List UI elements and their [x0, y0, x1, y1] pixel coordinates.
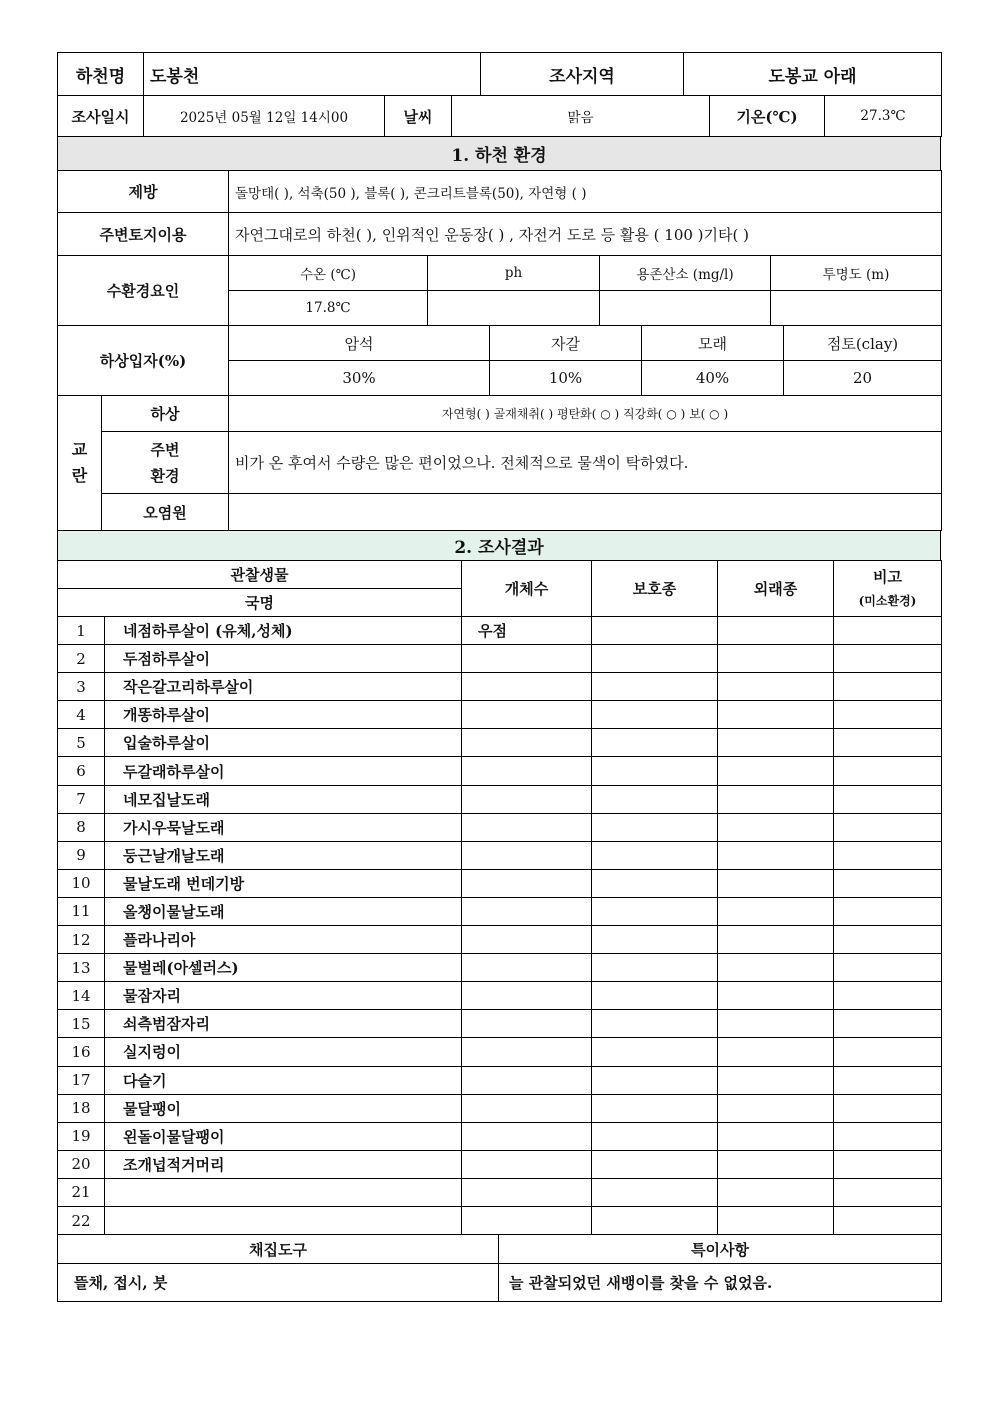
foreign-cell [718, 673, 834, 701]
species-name: 둥근날개날도래 [105, 841, 462, 869]
note-cell [834, 757, 942, 785]
note-cell [834, 1206, 942, 1234]
survey-date-value: 2025년 05월 12일 14시00 [144, 96, 385, 137]
table-row [58, 954, 942, 982]
protected-cell [592, 897, 718, 925]
note-cell [834, 897, 942, 925]
species-name: 물날도래 번데기방 [105, 869, 462, 897]
tools-label: 채집도구 [58, 1235, 499, 1264]
foreign-cell [718, 982, 834, 1010]
embankment-value: 돌망태( ), 석축(50 ), 블록( ), 콘크리트블록(50), 자연형 ( ) [229, 171, 942, 213]
note-header-sub: (미소환경) [858, 593, 917, 608]
note-cell [834, 869, 942, 897]
note-cell [834, 729, 942, 757]
riverbed-label: 하상 [102, 396, 229, 432]
species-count [462, 757, 592, 785]
table-row [58, 617, 942, 645]
table-row [58, 897, 942, 925]
organism-header: 관찰생물 [58, 561, 462, 589]
foreign-cell [718, 1010, 834, 1038]
table-row [58, 729, 942, 757]
protected-cell [592, 813, 718, 841]
row-number: 21 [58, 1178, 105, 1206]
section2-title-table [57, 530, 941, 561]
species-name: 물잠자리 [105, 982, 462, 1010]
species-count [462, 1066, 592, 1094]
table-row [58, 926, 942, 954]
note-cell [834, 1094, 942, 1122]
species-name [105, 1206, 462, 1234]
row-number: 18 [58, 1094, 105, 1122]
row-number: 1 [58, 617, 105, 645]
temperature-value: 27.3℃ [825, 96, 942, 137]
species-name: 조개넙적거머리 [105, 1150, 462, 1178]
header-table-1 [57, 52, 942, 96]
foreign-cell [718, 954, 834, 982]
foreign-cell [718, 1094, 834, 1122]
note-cell [834, 1010, 942, 1038]
species-name: 다슬기 [105, 1066, 462, 1094]
table-row [58, 869, 942, 897]
foreign-cell [718, 1150, 834, 1178]
protected-cell [592, 757, 718, 785]
table-row [58, 1010, 942, 1038]
note-cell [834, 1178, 942, 1206]
note-cell [834, 1066, 942, 1094]
ph-header: ph [428, 256, 600, 291]
surroundings-value: 비가 온 후여서 수량은 많은 편이었으나. 전체적으로 물색이 탁하였다. [229, 432, 942, 494]
section2-title: 2. 조사결과 [58, 531, 941, 561]
species-count [462, 701, 592, 729]
row-number: 22 [58, 1206, 105, 1234]
foreign-cell [718, 701, 834, 729]
species-name: 개똥하루살이 [105, 701, 462, 729]
protected-cell [592, 1094, 718, 1122]
row-number: 13 [58, 954, 105, 982]
ph-value [428, 291, 600, 326]
protected-cell [592, 785, 718, 813]
protected-cell [592, 1206, 718, 1234]
protected-header: 보호종 [592, 561, 718, 617]
note-header [834, 561, 942, 617]
note-cell [834, 954, 942, 982]
species-name: 작은갈고리하루살이 [105, 673, 462, 701]
landuse-value: 자연그대로의 하천( ), 인위적인 운동장( ) , 자전거 도로 등 활용 ( 100 )기타( ) [229, 213, 942, 256]
foreign-cell [718, 1066, 834, 1094]
row-number: 11 [58, 897, 105, 925]
clay-value: 20 [784, 361, 942, 396]
species-name: 왼돌이물달팽이 [105, 1122, 462, 1150]
embankment-label: 제방 [58, 171, 229, 213]
landuse-label: 주변토지이용 [58, 213, 229, 256]
row-number: 15 [58, 1010, 105, 1038]
row-number: 7 [58, 785, 105, 813]
riverbed-value: 자연형( ) 골재채취( ) 평탄화( ○ ) 직강화( ○ ) 보( ○ ) [229, 396, 942, 432]
species-count [462, 841, 592, 869]
note-cell [834, 841, 942, 869]
species-count [462, 1178, 592, 1206]
protected-cell [592, 673, 718, 701]
species-count [462, 954, 592, 982]
weather-value: 맑음 [452, 96, 710, 137]
note-cell [834, 785, 942, 813]
foreign-header: 외래종 [718, 561, 834, 617]
species-count [462, 673, 592, 701]
row-number: 3 [58, 673, 105, 701]
note-header-title: 비고 [873, 567, 902, 586]
foreign-cell [718, 869, 834, 897]
protected-cell [592, 617, 718, 645]
table-row [58, 673, 942, 701]
species-count [462, 1094, 592, 1122]
foreign-cell [718, 1122, 834, 1150]
species-name: 두점하루살이 [105, 645, 462, 673]
row-number: 14 [58, 982, 105, 1010]
dissolved-oxygen-value [600, 291, 771, 326]
remarks-label: 특이사항 [499, 1235, 942, 1264]
survey-sheet [57, 52, 941, 1302]
foreign-cell [718, 729, 834, 757]
pollution-source-value [229, 494, 942, 531]
temperature-label: 기온(℃) [710, 96, 825, 137]
foreign-cell [718, 926, 834, 954]
foreign-cell [718, 645, 834, 673]
korean-name-header: 국명 [58, 589, 462, 617]
disturbance-table [57, 395, 942, 531]
row-number: 8 [58, 813, 105, 841]
foreign-cell [718, 897, 834, 925]
species-count [462, 982, 592, 1010]
survey-area-label: 조사지역 [481, 53, 684, 96]
species-count [462, 1122, 592, 1150]
species-count: 우점 [462, 617, 592, 645]
species-count [462, 869, 592, 897]
surroundings-label-line1: 주변 [150, 440, 180, 459]
table-row [58, 757, 942, 785]
table-row [58, 701, 942, 729]
protected-cell [592, 701, 718, 729]
species-name: 두갈래하루살이 [105, 757, 462, 785]
species-name: 올챙이물날도래 [105, 897, 462, 925]
table-row [58, 785, 942, 813]
species-name: 실지렁이 [105, 1038, 462, 1066]
protected-cell [592, 926, 718, 954]
gravel-value: 10% [490, 361, 642, 396]
foreign-cell [718, 1206, 834, 1234]
table-row [58, 982, 942, 1010]
river-name-value: 도봉천 [144, 53, 481, 96]
row-number: 16 [58, 1038, 105, 1066]
water-temp-value: 17.8℃ [229, 291, 428, 326]
table-row [58, 1094, 942, 1122]
protected-cell [592, 954, 718, 982]
species-name: 물벌레(아셀러스) [105, 954, 462, 982]
sand-header: 모래 [642, 326, 784, 361]
section1-title: 1. 하천 환경 [58, 137, 941, 171]
table-row [58, 841, 942, 869]
row-number: 20 [58, 1150, 105, 1178]
protected-cell [592, 869, 718, 897]
species-count [462, 645, 592, 673]
embankment-table [57, 170, 942, 256]
table-row [58, 1038, 942, 1066]
species-count [462, 1206, 592, 1234]
dissolved-oxygen-header: 용존산소 (mg/l) [600, 256, 771, 291]
species-count [462, 1010, 592, 1038]
protected-cell [592, 1150, 718, 1178]
protected-cell [592, 1178, 718, 1206]
survey-date-label: 조사일시 [58, 96, 144, 137]
table-row [58, 1122, 942, 1150]
surroundings-label [102, 432, 229, 494]
row-number: 6 [58, 757, 105, 785]
tools-value: 뜰채, 접시, 붓 [58, 1264, 499, 1302]
table-row [58, 813, 942, 841]
species-name: 네점하루살이 (유체,성체) [105, 617, 462, 645]
surroundings-label-line2: 환경 [150, 466, 180, 485]
water-env-table [57, 255, 942, 326]
transparency-value [771, 291, 942, 326]
row-number: 17 [58, 1066, 105, 1094]
row-number: 10 [58, 869, 105, 897]
protected-cell [592, 1010, 718, 1038]
note-cell [834, 1122, 942, 1150]
species-count [462, 926, 592, 954]
row-number: 2 [58, 645, 105, 673]
foreign-cell [718, 757, 834, 785]
species-name: 가시우묵날도래 [105, 813, 462, 841]
foreign-cell [718, 813, 834, 841]
note-cell [834, 1038, 942, 1066]
species-count [462, 813, 592, 841]
gravel-header: 자갈 [490, 326, 642, 361]
row-number: 4 [58, 701, 105, 729]
rock-value: 30% [229, 361, 490, 396]
table-row [58, 1206, 942, 1234]
note-cell [834, 673, 942, 701]
note-cell [834, 617, 942, 645]
foreign-cell [718, 1178, 834, 1206]
section1-title-table [57, 136, 941, 171]
clay-header: 점토(clay) [784, 326, 942, 361]
remarks-value: 늘 관찰되었던 새뱅이를 찾을 수 없었음. [499, 1264, 942, 1302]
table-row [58, 645, 942, 673]
protected-cell [592, 1066, 718, 1094]
foreign-cell [718, 841, 834, 869]
protected-cell [592, 1038, 718, 1066]
note-cell [834, 813, 942, 841]
header-table-2 [57, 95, 942, 137]
protected-cell [592, 729, 718, 757]
foreign-cell [718, 617, 834, 645]
table-row [58, 1066, 942, 1094]
species-name: 네모집날도래 [105, 785, 462, 813]
foreign-cell [718, 1038, 834, 1066]
rock-header: 암석 [229, 326, 490, 361]
species-count [462, 785, 592, 813]
note-cell [834, 701, 942, 729]
weather-label: 날씨 [385, 96, 452, 137]
species-name: 입술하루살이 [105, 729, 462, 757]
note-cell [834, 926, 942, 954]
note-cell [834, 1150, 942, 1178]
protected-cell [592, 645, 718, 673]
protected-cell [592, 841, 718, 869]
footer-table [57, 1234, 942, 1302]
species-name: 플라나리아 [105, 926, 462, 954]
species-name [105, 1178, 462, 1206]
results-table [57, 560, 942, 1235]
row-number: 19 [58, 1122, 105, 1150]
survey-area-value: 도봉교 아래 [684, 53, 942, 96]
count-header: 개체수 [462, 561, 592, 617]
row-number: 5 [58, 729, 105, 757]
sand-value: 40% [642, 361, 784, 396]
water-temp-header: 수온 (℃) [229, 256, 428, 291]
species-count [462, 897, 592, 925]
species-list [58, 617, 942, 1235]
foreign-cell [718, 785, 834, 813]
transparency-header: 투명도 (m) [771, 256, 942, 291]
species-count [462, 1038, 592, 1066]
note-cell [834, 645, 942, 673]
protected-cell [592, 982, 718, 1010]
note-cell [834, 982, 942, 1010]
bed-particle-table [57, 325, 942, 396]
species-count [462, 1150, 592, 1178]
table-row [58, 1178, 942, 1206]
table-row [58, 1150, 942, 1178]
water-env-label: 수환경요인 [58, 256, 229, 326]
bed-particle-label: 하상입자(%) [58, 326, 229, 396]
disturbance-label-text: 교란 [71, 440, 88, 485]
species-name: 쇠측범잠자리 [105, 1010, 462, 1038]
row-number: 9 [58, 841, 105, 869]
pollution-source-label: 오염원 [102, 494, 229, 531]
river-name-label: 하천명 [58, 53, 144, 96]
species-count [462, 729, 592, 757]
row-number: 12 [58, 926, 105, 954]
species-name: 물달팽이 [105, 1094, 462, 1122]
disturbance-label [58, 396, 102, 531]
protected-cell [592, 1122, 718, 1150]
